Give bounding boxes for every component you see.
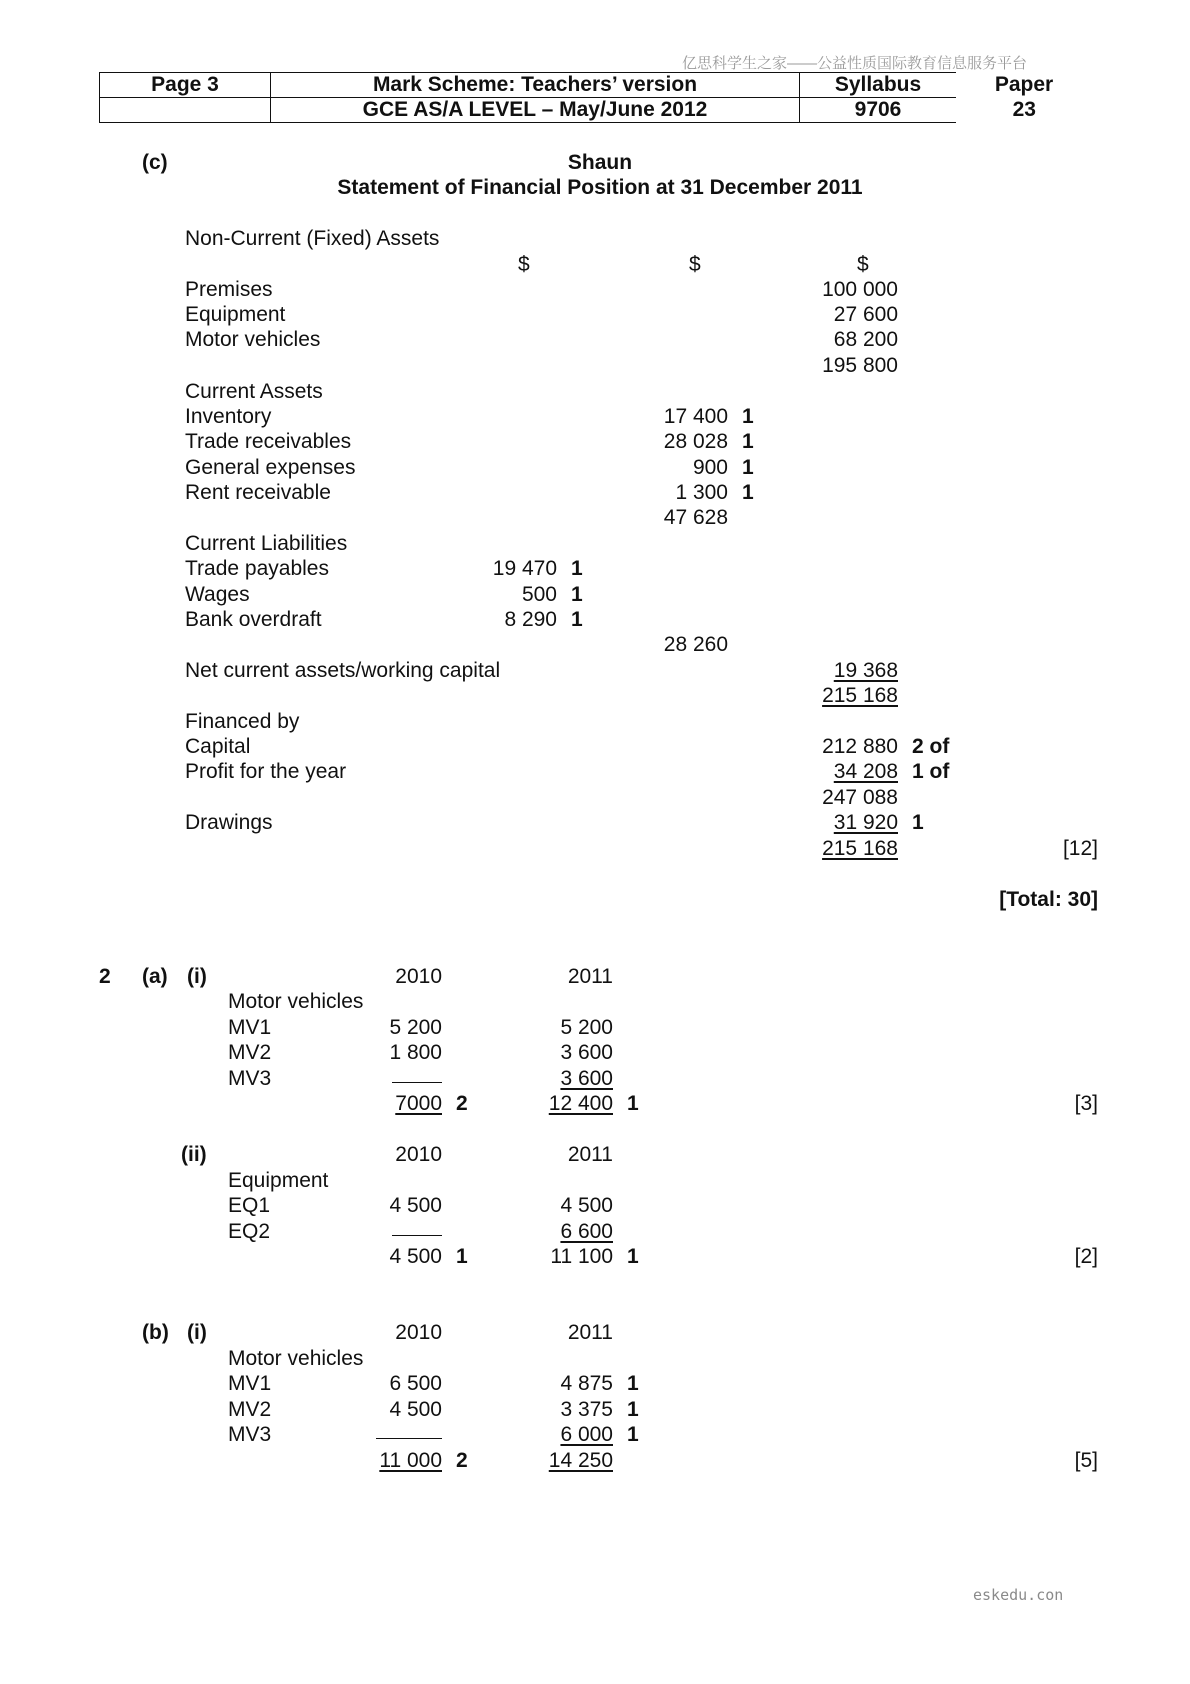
inventory-value: 17 400 [663,405,728,428]
ai-mark-2011: 1 [627,1092,639,1115]
premises-value: 100 000 [822,278,898,301]
bi-mv1-2011: 4 875 [560,1372,613,1395]
ai-mv2-label: MV2 [228,1041,272,1064]
ai-year-2010: 2010 [395,965,442,988]
general-expenses-value: 900 [692,456,728,479]
wages-label: Wages [185,583,250,606]
bi-total-2011: 14 250 [548,1449,613,1472]
bi-mv2-2010: 4 500 [389,1398,442,1421]
rent-receivable-value: 1 300 [675,481,728,504]
rent-receivable-mark: 1 [742,481,754,504]
header-syllabus-label: Syllabus [800,73,957,98]
header-title: Mark Scheme: Teachers’ version [271,73,800,98]
inventory-label: Inventory [185,405,272,428]
ai-mv1-label: MV1 [228,1016,272,1039]
aii-eq2-2011: 6 600 [560,1220,613,1243]
ai-mv2-2011: 3 600 [560,1041,613,1064]
bi-mv3-label: MV3 [228,1423,272,1446]
header-exam: GCE AS/A LEVEL – May/June 2012 [271,98,800,123]
ai-marks: [3] [1074,1092,1098,1115]
profit-mark: 1 of [912,760,950,783]
ai-mv3-label: MV3 [228,1067,272,1090]
subtotal-value: 247 088 [822,786,898,809]
aii-total-2010: 4 500 [389,1245,442,1268]
bi-marks: [5] [1074,1449,1098,1472]
financed-by-heading: Financed by [185,710,300,733]
drawings-label: Drawings [185,811,273,834]
header-blank [100,98,271,123]
trade-receivables-label: Trade receivables [185,430,352,453]
currency-col1: $ [518,253,530,276]
header-table [99,72,1093,123]
inventory-mark: 1 [742,405,754,428]
aii-heading: Equipment [228,1169,329,1192]
q2-b-label: (b) [142,1321,169,1344]
aii-mark-2010: 1 [456,1245,468,1268]
aii-total-2011: 11 100 [550,1245,613,1268]
wages-value: 500 [521,583,557,606]
wages-mark: 1 [571,583,583,606]
header-paper-number: 23 [1012,98,1036,121]
q2-a-label: (a) [142,965,168,988]
non-current-heading: Non-Current (Fixed) Assets [185,227,440,250]
drawings-value: 31 920 [833,811,898,834]
aii-marks: [2] [1074,1245,1098,1268]
aii-eq2-2010-blank [392,1219,442,1240]
bank-overdraft-mark: 1 [571,608,583,631]
part-c-label: (c) [142,151,168,174]
premises-label: Premises [185,278,273,301]
current-liabilities-total: 28 260 [663,633,728,656]
profit-label: Profit for the year [185,760,347,783]
statement-title: Shaun [567,151,633,174]
currency-col3: $ [857,253,869,276]
ai-mark-2010: 2 [456,1092,468,1115]
bi-mv2-2011: 3 375 [560,1398,613,1421]
ai-mv2-2010: 1 800 [389,1041,442,1064]
part-c-marks: [12] [1062,837,1098,860]
capital-value: 212 880 [822,735,898,758]
bi-mv2-label: MV2 [228,1398,272,1421]
bi-year-2010: 2010 [395,1321,442,1344]
bank-overdraft-label: Bank overdraft [185,608,322,631]
net-current-label: Net current assets/working capital [185,659,501,682]
bi-total-2010: 11 000 [379,1449,442,1472]
bi-mv3-mark: 1 [627,1423,639,1446]
motor-vehicles-value: 68 200 [833,328,898,351]
bi-mark-2010: 2 [456,1449,468,1472]
header-paper-label: Paper [994,73,1054,96]
ai-total-2011: 12 400 [548,1092,613,1115]
ai-mv3-2010-blank [392,1066,442,1087]
aii-year-2011: 2011 [567,1143,613,1166]
ai-year-2011: 2011 [567,965,613,988]
grand-total: [Total: 30] [999,888,1098,911]
aii-eq1-label: EQ1 [228,1194,271,1217]
q2-a-i-label: (i) [187,965,207,988]
general-expenses-label: General expenses [185,456,356,479]
question-number: 2 [99,965,111,988]
capital-label: Capital [185,735,251,758]
ai-mv1-2010: 5 200 [389,1016,442,1039]
bank-overdraft-value: 8 290 [504,608,557,631]
current-liabilities-heading: Current Liabilities [185,532,348,555]
capital-mark: 2 of [912,735,950,758]
current-assets-heading: Current Assets [185,380,323,403]
bi-mv1-label: MV1 [228,1372,272,1395]
ai-total-2010: 7000 [395,1092,442,1115]
current-assets-total: 47 628 [663,506,728,529]
trade-payables-mark: 1 [571,557,583,580]
general-expenses-mark: 1 [742,456,754,479]
net-assets-total: 215 168 [822,684,898,707]
watermark-text: 亿思科学生之家——公益性质国际教育信息服务平台 [682,55,1028,72]
bi-heading: Motor vehicles [228,1347,364,1370]
aii-eq2-label: EQ2 [228,1220,271,1243]
bi-mv2-mark: 1 [627,1398,639,1421]
bi-mv1-2010: 6 500 [389,1372,442,1395]
non-current-total: 195 800 [822,354,898,377]
trade-payables-label: Trade payables [185,557,329,580]
bi-mv3-2010-blank [376,1422,442,1443]
header-syllabus-code: 9706 [800,98,957,123]
aii-mark-2011: 1 [627,1245,639,1268]
aii-year-2010: 2010 [395,1143,442,1166]
trade-receivables-value: 28 028 [663,430,728,453]
profit-value: 34 208 [833,760,898,783]
footer-text: eskedu.con [973,1586,1064,1604]
bi-year-2011: 2011 [567,1321,613,1344]
ai-mv1-2011: 5 200 [560,1016,613,1039]
rent-receivable-label: Rent receivable [185,481,331,504]
aii-eq1-2010: 4 500 [389,1194,442,1217]
currency-col2: $ [689,253,701,276]
final-total: 215 168 [822,837,898,860]
bi-mv1-mark: 1 [627,1372,639,1395]
motor-vehicles-label: Motor vehicles [185,328,321,351]
aii-eq1-2011: 4 500 [560,1194,613,1217]
trade-receivables-mark: 1 [742,430,754,453]
bi-mv3-2011: 6 000 [560,1423,613,1446]
q2-a-ii-label: (ii) [181,1143,207,1166]
drawings-mark: 1 [912,811,924,834]
ai-heading: Motor vehicles [228,990,364,1013]
q2-b-i-label: (i) [187,1321,207,1344]
equipment-value: 27 600 [833,303,898,326]
trade-payables-value: 19 470 [492,557,557,580]
header-page: Page 3 [100,73,271,98]
ai-mv3-2011: 3 600 [560,1067,613,1090]
net-current-value: 19 368 [833,659,898,682]
statement-subtitle: Statement of Financial Position at 31 December 2011 [337,176,863,199]
equipment-label: Equipment [185,303,286,326]
